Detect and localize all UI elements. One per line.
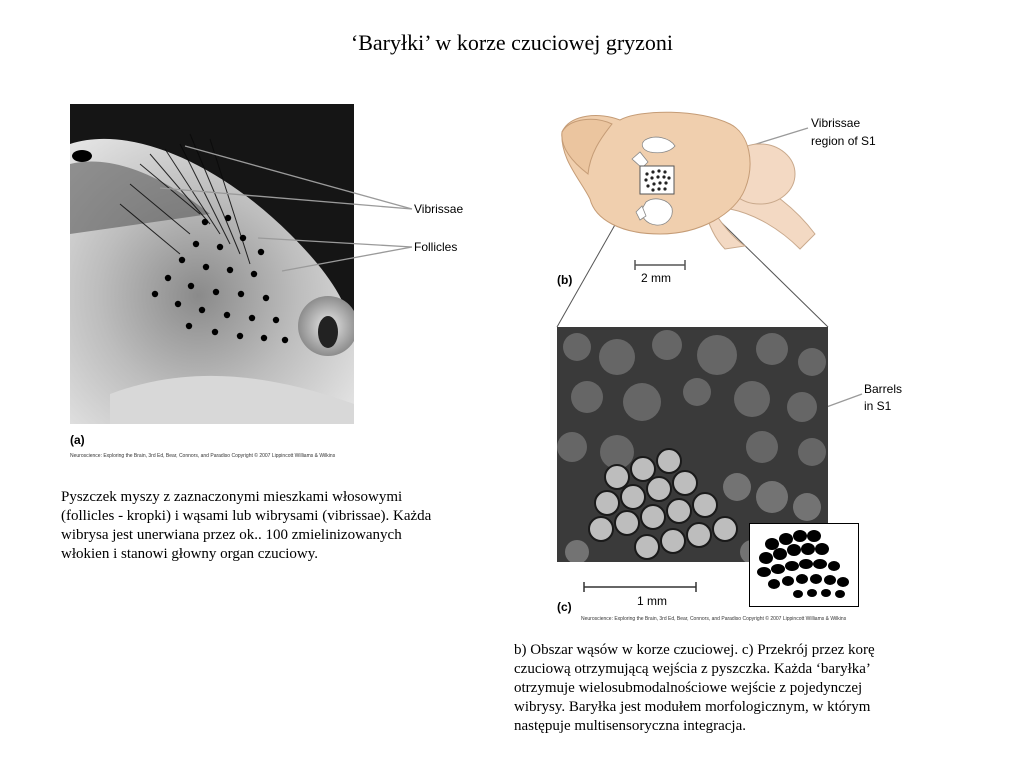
scale-label-c: 1 mm xyxy=(637,594,667,608)
label-barrels-1: Barrels xyxy=(864,382,903,396)
barrel-map-inset xyxy=(749,523,859,607)
label-vibrissae-region-1: Vibrissae xyxy=(811,116,861,130)
rat-brain-diagram xyxy=(550,104,830,254)
label-vibrissae: Vibrissae xyxy=(414,202,464,216)
credit-c: Neuroscience: Exploring the Brain, 3rd Ed, Bear, Connors, and Paradiso Copyright © 2007 Lippincott Williams & Wilkins xyxy=(581,616,847,622)
scale-label-b: 2 mm xyxy=(641,271,671,285)
panel-label-b: (b) xyxy=(557,273,573,287)
scale-bar-b xyxy=(630,258,690,272)
slide-title: ‘Baryłki’ w korze czuciowej gryzoni xyxy=(350,30,674,55)
panel-label-c: (c) xyxy=(557,600,572,614)
label-barrels-2: in S1 xyxy=(864,399,892,413)
caption-left: Pyszczek myszy z zaznaczonymi mieszkami włosowymi (follicles - kropki) i wąsami lub wibrysami (vibrissae). Każda wibrysa jest unerwiana przez ok.. 100 zmielinizowanych włokien i stanowi głowny organ czuciowy. xyxy=(61,489,432,562)
credit-a: Neuroscience: Exploring the Brain, 3rd Ed, Bear, Connors, and Paradiso Copyright © 2007 Lippincott Williams & Wilkins xyxy=(70,453,336,459)
label-follicles: Follicles xyxy=(414,240,458,254)
panel-label-a: (a) xyxy=(70,433,85,447)
label-vibrissae-region-2: region of S1 xyxy=(811,134,876,148)
caption-right: b) Obszar wąsów w korze czuciowej. c) Przekrój przez korę czuciową otrzymującą wejścia z pyszczka. Każda ‘baryłka’ otrzymuje wielosubmodalnościowe wejście z pojedynczej wibrysy. Baryłka jest modułem morfologicznym, w którym następuje multisensoryczna integracja. xyxy=(514,642,875,734)
barrel-map xyxy=(750,524,858,606)
scale-bar-c xyxy=(580,580,700,594)
